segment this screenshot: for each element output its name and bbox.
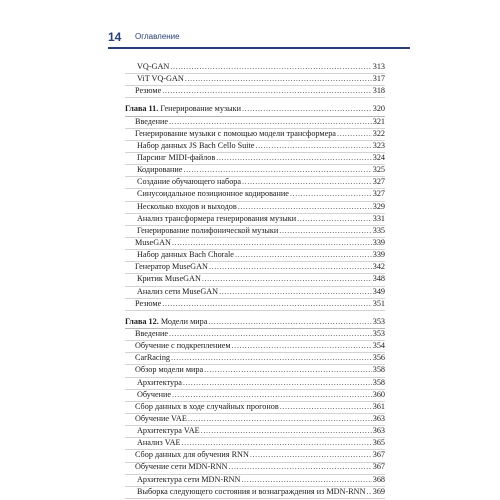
toc-page-number: 317 (372, 74, 385, 84)
toc-page-number: 365 (372, 438, 385, 448)
dot-leader (182, 437, 372, 449)
dot-leader (297, 213, 372, 225)
toc-page-number: 313 (372, 61, 385, 71)
toc-page-number: 323 (372, 140, 385, 150)
dot-leader (183, 377, 372, 389)
toc-page-number: 367 (372, 450, 385, 460)
dot-leader (172, 237, 372, 249)
toc-entry-title: Сбор данных для обучения RNN (135, 450, 249, 460)
dot-leader (250, 449, 372, 461)
toc-page-number: 363 (372, 413, 385, 423)
toc-page-number: 363 (372, 426, 385, 436)
toc-page-number: 353 (372, 328, 385, 338)
dot-leader (162, 85, 371, 97)
header-rule (108, 47, 410, 49)
toc-page-number: 361 (372, 401, 385, 411)
toc-entry-title: CarRacing (135, 353, 171, 363)
dot-leader (172, 389, 372, 401)
toc-entry-title: Критик MuseGAN (137, 274, 201, 284)
dot-leader (290, 188, 372, 200)
dot-leader (202, 273, 372, 285)
toc-page-number: 356 (372, 353, 385, 363)
toc-entry-title: Обучение сети MDN-RNN (135, 462, 228, 472)
toc-entry-row (125, 86, 385, 98)
toc-entry-title: Резюме (135, 298, 162, 308)
toc-entry-title: Резюме (135, 86, 162, 96)
toc-page-number: 360 (372, 389, 385, 399)
dot-leader (170, 61, 371, 73)
dot-leader (201, 425, 372, 437)
dot-leader (188, 413, 372, 425)
toc-entry-title: Парсинг MIDI-файлов (137, 152, 216, 162)
toc-page-number: 354 (372, 341, 385, 351)
toc-entry-title: Архитектура VAE (137, 426, 200, 436)
toc-page-number: 369 (372, 486, 385, 496)
dot-leader (232, 340, 372, 352)
dot-leader (242, 176, 372, 188)
toc-entry-title: Обучение с подкреплением (135, 341, 231, 351)
toc-page-number: 367 (372, 462, 385, 472)
running-title: Оглавление (135, 32, 180, 41)
toc-entry-title: Генератор MuseGAN (135, 262, 208, 272)
toc-entry-title: Несколько входов и выходов (137, 201, 237, 211)
toc-page-number: 368 (372, 474, 385, 484)
toc-page-number: 321 (372, 116, 385, 126)
toc-entry-title: Создание обучающего набора (137, 177, 242, 187)
page-number: 14 (108, 30, 122, 44)
toc-entry-title (125, 103, 242, 115)
dot-leader (238, 201, 372, 213)
toc-entry-title: Синусоидальное позиционное кодирование (137, 189, 289, 199)
dot-leader (235, 249, 372, 261)
toc-entry-title: Обучение (137, 389, 172, 399)
toc-entry-title: Введение (135, 116, 169, 126)
toc-page-number: 349 (372, 286, 385, 296)
toc-entry-row (125, 299, 385, 311)
toc-entry-title: Кодирование (137, 165, 183, 175)
toc-entry-title: Архитектура (137, 377, 182, 387)
toc-page-number: 318 (372, 86, 385, 96)
toc-entry-title: Набор данных Bach Chorale (137, 250, 234, 260)
toc-page-number: 351 (372, 298, 385, 308)
dot-leader (169, 328, 372, 340)
toc-page-number: 331 (372, 213, 385, 223)
toc-page-number: 358 (372, 365, 385, 375)
dot-leader (279, 225, 371, 237)
dot-leader (241, 474, 371, 486)
toc-entry-title: Введение (135, 328, 169, 338)
toc-page-number: 322 (372, 128, 385, 138)
chapter-label: Глава 11. (125, 104, 159, 114)
toc-entry-title (125, 316, 208, 328)
dot-leader (208, 316, 371, 328)
chapter-title: Генерирование музыки (158, 104, 242, 114)
dot-leader (204, 364, 372, 376)
dot-leader (229, 461, 372, 473)
toc-entry-title: Анализ трансформера генерирования музыки (137, 213, 297, 223)
dot-leader (242, 103, 372, 115)
toc-page-number: 320 (372, 104, 385, 114)
toc-entry-title: Выборка следующего состояния и вознаграждения из MDN-RNN (137, 486, 366, 496)
toc-page-number: 353 (372, 316, 385, 326)
chapter-title: Модели мира (158, 316, 208, 326)
toc-page-number: 358 (372, 377, 385, 387)
dot-leader (219, 286, 372, 298)
toc-page-number: 324 (372, 152, 385, 162)
dot-leader (171, 352, 372, 364)
table-of-contents (125, 62, 385, 499)
dot-leader (162, 298, 371, 310)
toc-entry-title: Набор данных JS Bach Cello Suite (137, 140, 255, 150)
dot-leader (255, 140, 371, 152)
dot-leader (183, 164, 371, 176)
chapter-label: Глава 12. (125, 316, 159, 326)
toc-page-number: 348 (372, 274, 385, 284)
toc-entry-row (125, 487, 385, 499)
dot-leader (209, 261, 372, 273)
toc-page-number: 335 (372, 225, 385, 235)
toc-entry-title: ViT VQ-GAN (137, 74, 184, 84)
toc-page-number: 339 (372, 250, 385, 260)
toc-entry-title: Генерирование музыки с помощью модели трансформера (135, 128, 336, 138)
dot-leader (216, 152, 372, 164)
toc-page-number: 325 (372, 165, 385, 175)
toc-entry-title: Генерирование полифонической музыки (137, 225, 279, 235)
dot-leader (169, 116, 372, 128)
toc-entry-title: Обзор модели мира (135, 365, 204, 375)
toc-page-number: 329 (372, 201, 385, 211)
toc-entry-title: Анализ VAE (137, 438, 181, 448)
toc-entry-title: MuseGAN (135, 237, 171, 247)
page-header (0, 0, 500, 48)
toc-page-number: 327 (372, 189, 385, 199)
dot-leader (280, 401, 372, 413)
toc-entry-title: VQ-GAN (137, 61, 170, 71)
toc-entry-title: Анализ сети MuseGAN (137, 286, 219, 296)
toc-entry-title: Сбор данных в ходе случайных прогонов (135, 401, 279, 411)
dot-leader (185, 73, 372, 85)
toc-page-number: 342 (372, 262, 385, 272)
toc-entry-title: Обучение VAE (135, 413, 187, 423)
toc-entry-title: Архитектура сети MDN-RNN (137, 474, 241, 484)
toc-page-number: 327 (372, 177, 385, 187)
dot-leader (337, 128, 372, 140)
toc-page-number: 339 (372, 237, 385, 247)
